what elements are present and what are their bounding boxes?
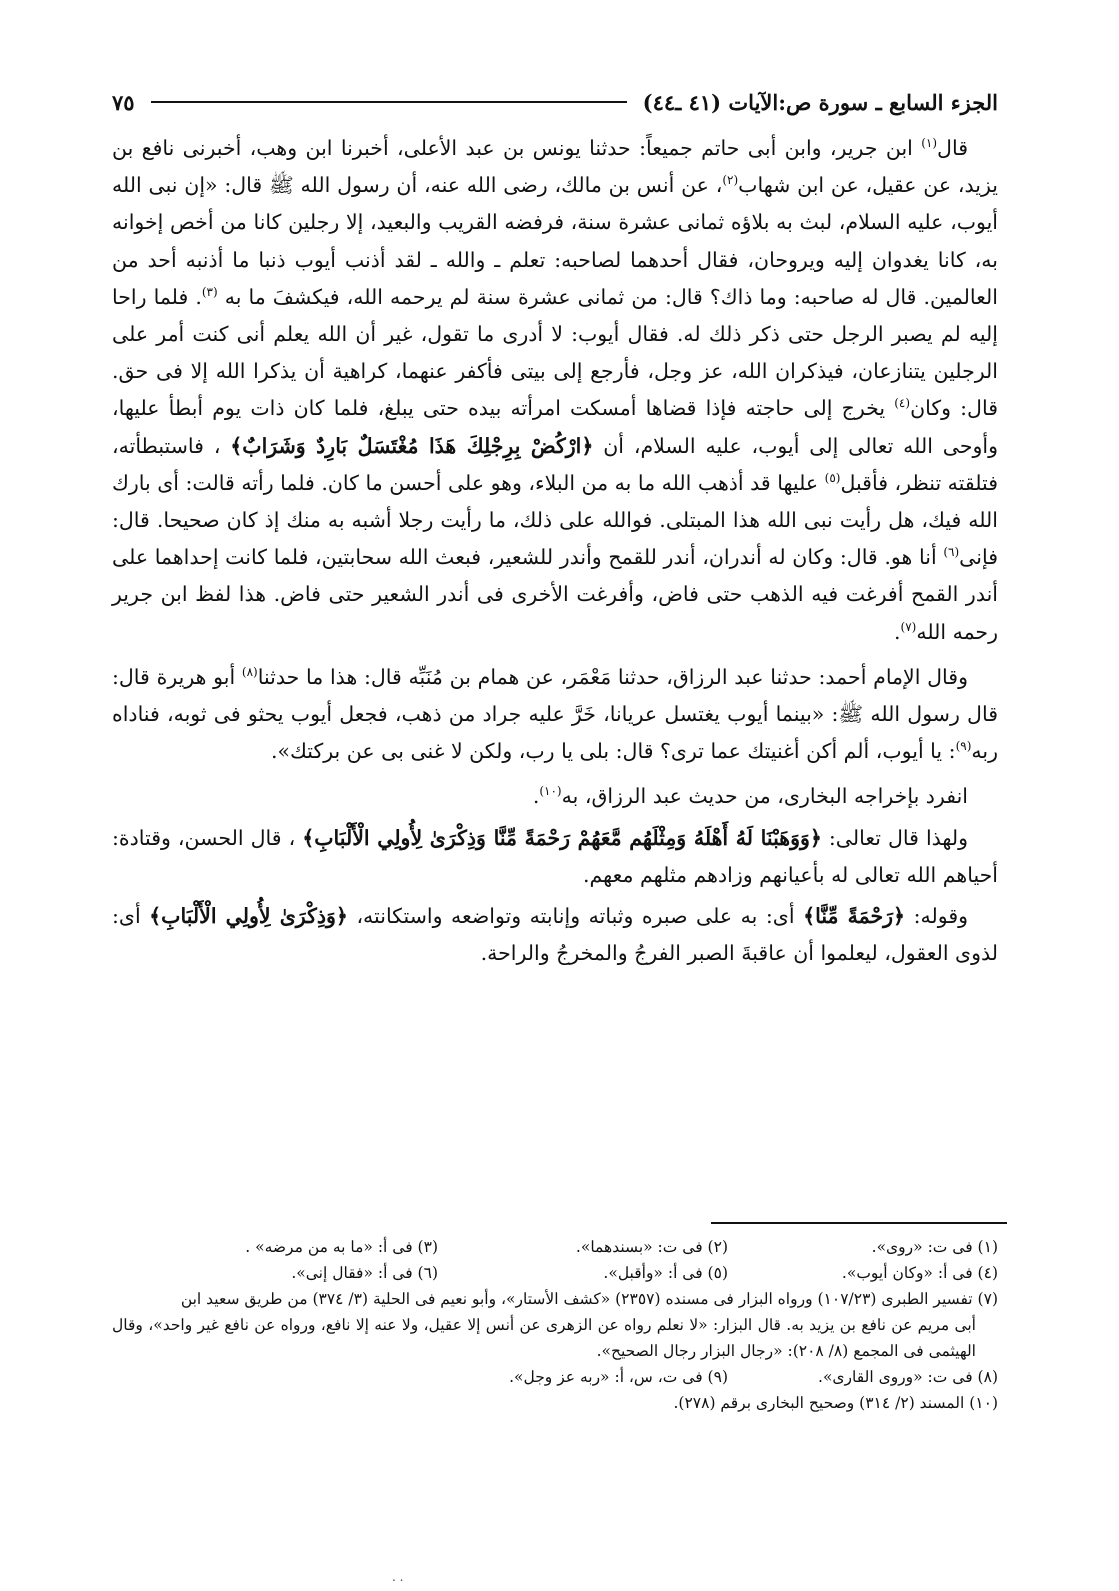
- page-number: ٧٥: [112, 89, 135, 115]
- footnote-9: (٩) فى ت، س، أ: «ربه عز وجل».: [509, 1368, 728, 1386]
- bottom-mark: . .: [392, 1570, 404, 1584]
- paragraph: [112, 130, 998, 651]
- text-run: قال: [937, 136, 968, 160]
- footnote-8: (٨) فى ت: «وروى القارى».: [818, 1368, 998, 1386]
- quran-quote: ﴿وَوَهَبْنَا لَهُ أَهْلَهُ وَمِثْلَهُم مَّعَهُمْ رَحْمَةً مِّنَّا وَذِكْرَىٰ لِأُولِي الْأَلْبَابِ﴾: [302, 825, 822, 850]
- text-run: أى: لذوى العقول، ليعلموا أن عاقبةَ الصبر الفرجُ والمخرجُ والراحة.: [112, 904, 998, 966]
- footnote-7: [112, 1286, 998, 1364]
- text-run: وقال الإمام أحمد: حدثنا عبد الرزاق، حدثنا مَعْمَر، عن همام بن مُنَبِّه قال: هذا ما حدثنا: [257, 664, 968, 689]
- text-run: ، قال الحسن، وقتادة: أحياهم الله تعالى له بأعيانهم وزادهم مثلهم معهم.: [112, 825, 998, 887]
- text-run: يخرج إلى حاجته فإذا قضاها أمسكت امرأته بيده حتى يبلغ، فلما كان ذات يوم أبطأ عليها، وأوحى الله تعالى إلى أيوب، عليه السلام، أن: [112, 396, 999, 458]
- header-title: الجزء السابع ـ سورة ص:الآيات (٤١ ـ٤٤): [642, 89, 998, 115]
- footnotes: [112, 1234, 998, 1416]
- footnote-5: (٥) فى أ: «وأقبل».: [603, 1264, 728, 1282]
- footnote-3: (٣) فى أ: «ما به من مرضه» .: [245, 1238, 438, 1256]
- paragraph: [112, 659, 998, 771]
- quran-quote: ﴿رَحْمَةً مِّنَّا﴾: [803, 904, 906, 929]
- footnote-ref: (٤): [894, 396, 911, 411]
- footnote-ref: (١٠): [539, 784, 562, 799]
- footnote-ref: (٣): [201, 284, 218, 299]
- footnote-row-4: [112, 1390, 998, 1416]
- page: [112, 82, 998, 972]
- paragraph: [112, 820, 998, 894]
- footnote-4: (٤) فى أ: «وكان أيوب».: [841, 1264, 998, 1282]
- quran-quote: ﴿وَذِكْرَىٰ لِأُولِي الْأَلْبَابِ﴾: [149, 904, 348, 929]
- footnote-row-2: [112, 1260, 998, 1286]
- footnote-ref: (٨): [241, 665, 258, 680]
- text-run: . فلما راحا إليه لم يصبر الرجل حتى ذكر ذلك له. فقال أيوب: لا أدرى ما تقول، غير أن الله يعلم أنى كنت أمر على الرجلين يتنازعان، فيذكران الله، عز وجل، فأرجع إلى بيتى فأكفر عنهما، كراهية أن يذكرا الله إلا فى حق. قال: وكان: [112, 284, 998, 421]
- footnote-7-rest: أبى مريم عن نافع بن يزيد به. قال البزار: «لا نعلم رواه عن الزهرى عن أنس إلا عقيل، ولا عنه إلا نافع، ورواه عن نافع غير واحد»، وقال الهيثمى فى المجمع (٨/ ٢٠٨): «رجال البزار رجال الصحيح».: [112, 1316, 976, 1360]
- footnote-ref: (١): [921, 136, 938, 151]
- footnote-1: (١) فى ت: «روى».: [871, 1238, 998, 1256]
- footnote-2: (٢) فى ت: «بسندهما».: [575, 1238, 728, 1256]
- text-run: أى: به على صبره وثباته وإنابته وتواضعه واستكانته،: [347, 904, 804, 929]
- text-run: وقوله:: [905, 904, 969, 929]
- text-run: عليها قد أذهب الله ما به من البلاء، وهو على أحسن ما كان. فلما رأته قالت: أى بارك الله فيك، هل رأيت نبى الله هذا المبتلى. فوالله على ذلك، ما رأيت رجلا أشبه به منك إذ كان صحيحا. قال: فإنى: [111, 470, 998, 570]
- quran-quote: ﴿ارْكُضْ بِرِجْلِكَ هَذَا مُغْتَسَلٌ بَارِدٌ وَشَرَابٌ﴾: [230, 433, 594, 458]
- text-run: ابن جرير، وابن أبى حاتم جميعاً: حدثنا يونس بن عبد الأعلى، أخبرنا ابن وهب، أخبرنى نافع بن يزيد، عن عقيل، عن ابن شهاب: [112, 136, 998, 198]
- paragraph: [112, 898, 998, 972]
- text-run: ، عن أنس بن مالك، رضى الله عنه، أن رسول الله ﷺ قال: «إن نبى الله أيوب، عليه السلام، لبث به بلاؤه ثمانى عشرة سنة، فرفضه القريب والبعيد، إلا رجلين كانا من أخص إخوانه به، كانا يغدوان إليه ويروحان، فقال أحدهما لصاحبه: تعلم ـ والله ـ لقد أذنب أيوب ذنبا ما أذنبه أحد من العالمين. قال له صاحبه: وما ذاك؟ قال: من ثمانى عشرة سنة لم يرحمه الله، فيكشفَ ما به: [112, 173, 998, 309]
- footnote-ref: (٢): [722, 173, 739, 188]
- footnote-ref: (٩): [955, 739, 972, 754]
- text-run: .: [532, 784, 540, 809]
- running-head: [112, 82, 998, 122]
- footnote-ref: (٥): [824, 471, 841, 485]
- text-run: ، فاستبطأته، فتلقته تنظر، فأقبل: [112, 433, 998, 495]
- text-run: أبو هريرة قال: قال رسول الله ﷺ: «بينما أيوب يغتسل عريانا، خَرَّ عليه جراد من ذهب، فجعل أيوب يحثو فى ثوبه، فناداه ربه: [112, 664, 998, 764]
- footnote-row-3: [112, 1364, 998, 1390]
- header-rule: [151, 101, 627, 103]
- footnote-6: (٦) فى أ: «فقال إنى».: [291, 1264, 438, 1282]
- text-run: انفرد بإخراجه البخارى، من حديث عبد الرزاق، به: [561, 784, 968, 809]
- footnote-separator: [711, 1222, 1007, 1224]
- paragraph: [112, 778, 998, 815]
- footnote-ref: (٧): [900, 619, 917, 634]
- footnote-ref: (٦): [943, 545, 960, 560]
- text-run: ولهذا قال تعالى:: [821, 825, 968, 850]
- text-run: : يا أيوب، ألم أكن أغنيتك عما ترى؟ قال: بلى يا رب، ولكن لا غنى بى عن بركتك».: [270, 739, 956, 764]
- text-run: .: [893, 619, 901, 644]
- body-text: [112, 130, 998, 972]
- footnote-7-first: (٧) تفسير الطبرى (١٠٧/٢٣) ورواه البزار فى مسنده (٢٣٥٧) «كشف الأستار»، وأبو نعيم فى الحلية (٣/ ٣٧٤) من طريق سعيد ابن: [180, 1290, 998, 1308]
- footnote-10: (١٠) المسند (٢/ ٣١٤) وصحيح البخارى برقم (٢٧٨).: [673, 1394, 998, 1412]
- footnote-row-1: [112, 1234, 998, 1260]
- text-run: أنا هو. قال: وكان له أندران، أندر للقمح وأندر للشعير، فبعث الله سحابتين، فلما كانت إحداهما على أندر القمح أفرغت فيه الذهب حتى فاض، وأفرغت الأخرى فى أندر الشعير حتى فاض. هذا لفظ ابن جرير رحمه الله: [112, 545, 998, 644]
